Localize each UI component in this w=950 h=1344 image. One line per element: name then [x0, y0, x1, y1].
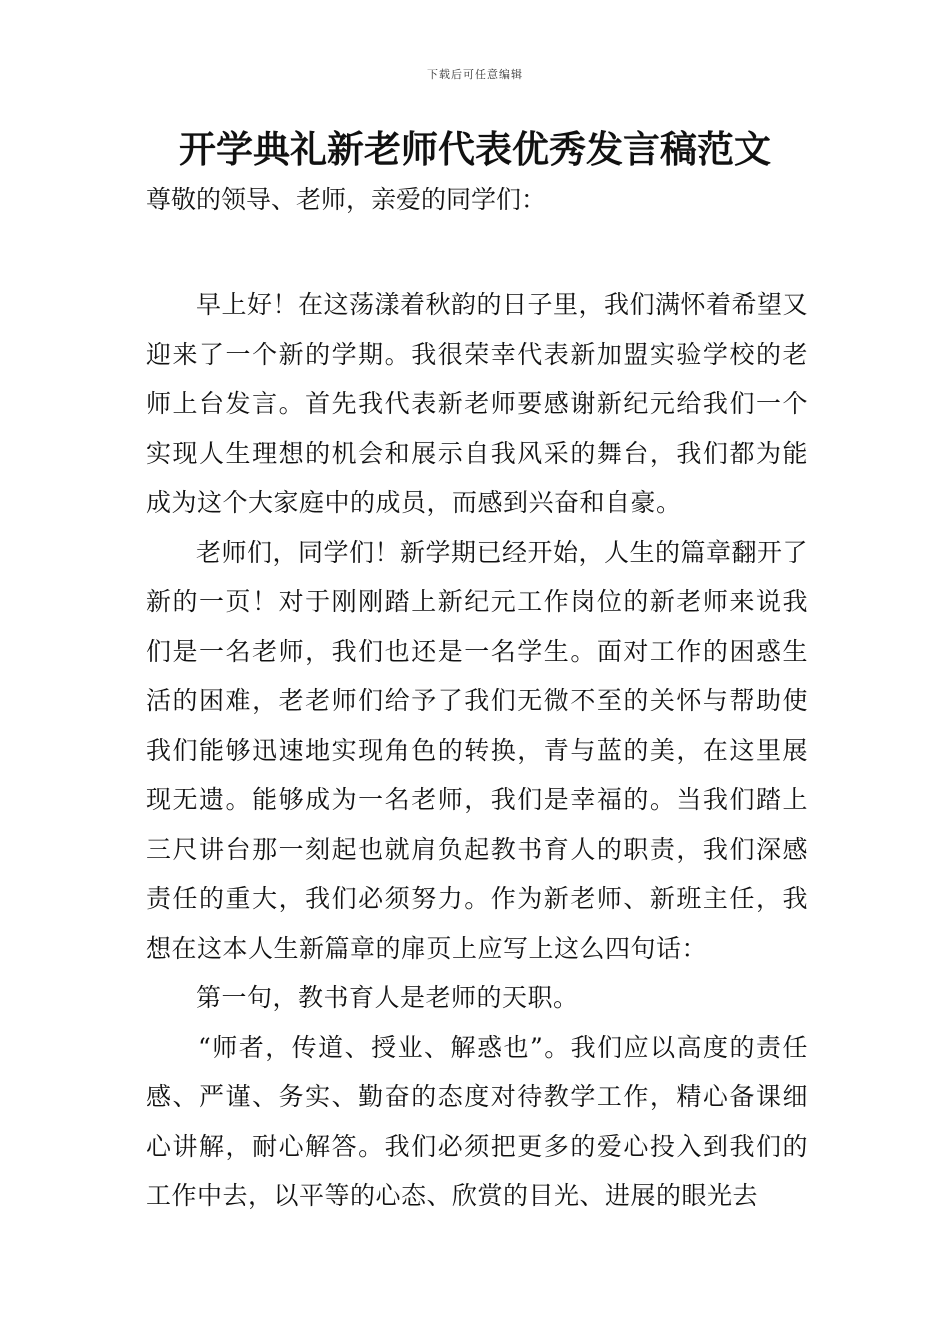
paragraph: “师者，传道、授业、解惑也”。我们应以高度的责任感、严谨、务实、勤奋的态度对待教学工作，精心备课细心讲解，耐心解答。我们必须把更多的爱心投入到我们的工作中去，以平等的心态、欣赏的目光、进展的眼光去 — [146, 1032, 808, 1210]
paragraph: 第一句，教书育人是老师的天职。 — [196, 983, 579, 1012]
header-note: 下载后可任意编辑 — [427, 68, 523, 81]
paragraph: 早上好！在这荡漾着秋韵的日子里，我们满怀着希望又迎来了一个新的学期。我很荣幸代表新加盟实验学校的老师上台发言。首先我代表新老师要感谢新纪元给我们一个实现人生理想的机会和展示自我风采的舞台，我们都为能成为这个大家庭中的成员，而感到兴奋和自豪。 — [146, 290, 809, 517]
salutation: 尊敬的领导、老师，亲爱的同学们： — [146, 185, 547, 214]
document-body — [146, 280, 808, 1221]
paragraph: 老师们，同学们！新学期已经开始，人生的篇章翻开了新的一页！对于刚刚踏上新纪元工作岗位的新老师来说我们是一名老师，我们也还是一名学生。面对工作的困惑生活的困难，老老师们给予了我们无微不至的关怀与帮助使我们能够迅速地实现角色的转换，青与蓝的美，在这里展现无遗。能够成为一名老师，我们是幸福的。当我们踏上三尺讲台那一刻起也就肩负起教书育人的职责，我们深感责任的重大，我们必须努力。作为新老师、新班主任，我想在这本人生新篇章的扉页上应写上这么四句话： — [146, 537, 809, 963]
document-title: 开学典礼新老师代表优秀发言稿范文 — [179, 128, 771, 171]
